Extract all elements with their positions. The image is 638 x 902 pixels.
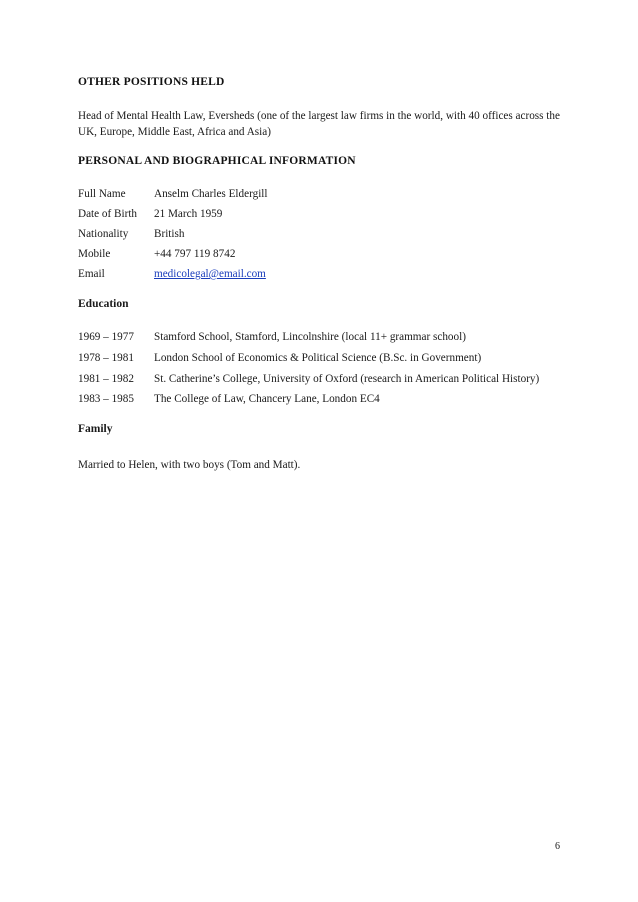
education-description: London School of Economics & Political Science (B.Sc. in Government) (154, 352, 482, 364)
education-years: 1978 – 1981 (78, 352, 134, 364)
page-number: 6 (555, 841, 560, 852)
info-label: Mobile (78, 248, 111, 260)
education-years: 1969 – 1977 (78, 331, 134, 343)
education-heading: Education (78, 298, 129, 310)
info-value: 21 March 1959 (154, 208, 223, 220)
education-years: 1983 – 1985 (78, 393, 134, 405)
other-positions-heading: OTHER POSITIONS HELD (78, 76, 225, 88)
info-value: +44 797 119 8742 (154, 248, 236, 260)
education-description: The College of Law, Chancery Lane, London EC4 (154, 393, 380, 405)
info-label: Date of Birth (78, 208, 138, 220)
education-description: Stamford School, Stamford, Lincolnshire (local 11+ grammar school) (154, 331, 466, 343)
info-value: British (154, 228, 185, 240)
family-text: Married to Helen, with two boys (Tom and Matt). (78, 459, 301, 471)
info-value: Anselm Charles Eldergill (154, 188, 268, 200)
other-positions-text: Head of Mental Health Law, Eversheds (one of the largest law firms in the world, with 40 offices across the UK, Europe, Middle East, Africa and Asia) (78, 110, 560, 138)
education-years: 1981 – 1982 (78, 373, 134, 385)
email-link[interactable]: medicolegal@email.com (154, 268, 266, 280)
education-description: St. Catherine’s College, University of Oxford (research in American Political History) (154, 373, 540, 385)
family-heading: Family (78, 423, 113, 435)
info-label: Full Name (78, 188, 126, 200)
info-label: Email (78, 268, 105, 280)
personal-info-heading: PERSONAL AND BIOGRAPHICAL INFORMATION (78, 155, 356, 167)
info-label: Nationality (78, 228, 129, 240)
